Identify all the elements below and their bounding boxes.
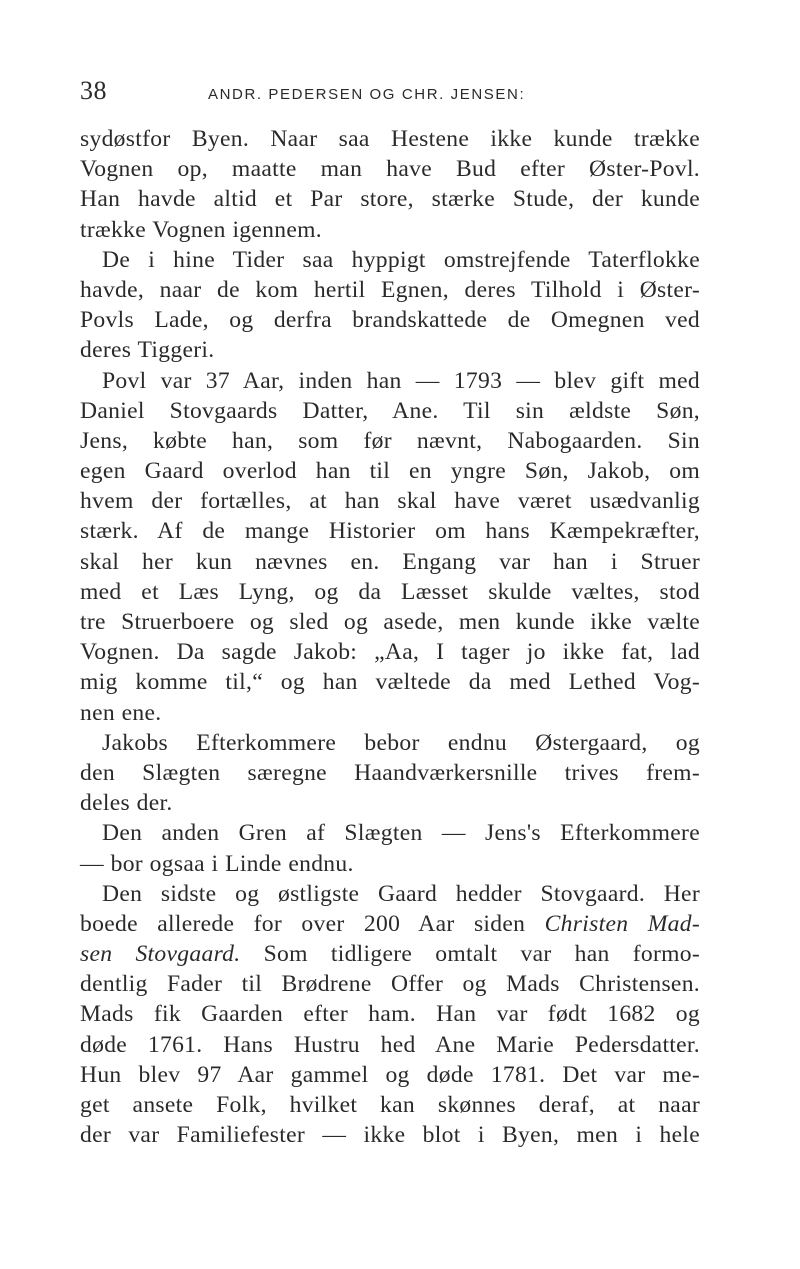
text-line: skal her kun nævnes en. Engang var han i Struer [80,548,700,575]
text-line: hvem der fortælles, at han skal have været usædvanlig [80,488,700,515]
text-line: Hun blev 97 Aar gammel og døde 1781. Det var me- [80,1061,700,1088]
text-line: deles der. [80,790,173,817]
text-line: sydøstfor Byen. Naar saa Hestene ikke kunde trække [80,126,700,152]
text-segment: boede allerede for over 200 Aar siden [80,910,526,937]
text-line: get ansete Folk, hvilket kan skønnes deraf, at naar [80,1092,700,1118]
text-line: Vognen. Da sagde Jakob: „Aa, I tager jo ikke fat, lad [80,639,700,666]
text-line: nen ene. [80,699,162,726]
running-head [80,70,700,110]
text-line: Han havde altid et Par store, stærke Stude, der kunde [80,186,700,213]
text-line: Daniel Stovgaards Datter, Ane. Til sin ældste Søn, [80,397,700,424]
text-line: Mads fik Gaarden efter ham. Han var født 1682 og [80,1001,700,1028]
text-line: Den anden Gren af Slægten — Jens's Efterkommere [102,820,700,847]
document-page [80,70,700,1150]
text-line: deres Tiggeri. [80,337,215,364]
italic-name: Christen Mad- [544,910,700,937]
text-line: stærk. Af de mange Historier om hans Kæmpekræfter, [80,518,700,545]
text-line: dentlig Fader til Brødrene Offer og Mads Christensen. [80,971,700,998]
text-line: der var Familiefester — ikke blot i Byen, men i hele [80,1122,700,1149]
text-line: — bor ogsaa i Linde endnu. [80,850,354,877]
text-line: De i hine Tider saa hyppigt omstrejfende Taterflokke [102,246,700,273]
text-line: egen Gaard overlod han til en yngre Søn, Jakob, om [80,458,700,485]
text-line: havde, naar de kom hertil Egnen, deres Tilhold i Øster- [80,276,700,303]
text-line [80,939,700,969]
running-title: ANDR. PEDERSEN OG CHR. JENSEN: [208,86,526,103]
text-line: den Slægten særegne Haandværkersnille trives frem- [80,759,700,786]
text-line: mig komme til,“ og han væltede da med Lethed Vog- [80,669,700,696]
text-line [80,909,700,939]
text-line: Vognen op, maatte man have Bud efter Øster-Povl. [80,156,700,183]
text-line: Jakobs Efterkommere bebor endnu Østergaard, og [102,729,700,756]
text-line: Jens, købte han, som før nævnt, Nabogaarden. Sin [80,427,700,454]
text-line: Povl var 37 Aar, inden han — 1793 — blev gift med [102,367,700,394]
italic-name: sen Stovgaard. [80,941,241,968]
text-line: med et Læs Lyng, og da Læsset skulde væltes, stod [80,578,700,605]
text-line: døde 1761. Hans Hustru hed Ane Marie Pedersdatter. [80,1031,700,1058]
text-line: Den sidste og østligste Gaard hedder Stovgaard. Her [102,880,700,907]
text-line: trække Vognen igennem. [80,216,322,243]
text-segment: Som tidligere omtalt var han formo- [263,941,701,968]
page-number: 38 [80,76,107,105]
text-line: tre Struerboere og sled og asede, men kunde ikke vælte [80,609,700,635]
text-line: Povls Lade, og derfra brandskattede de Omegnen ved [80,307,700,334]
body-text [80,124,700,1150]
